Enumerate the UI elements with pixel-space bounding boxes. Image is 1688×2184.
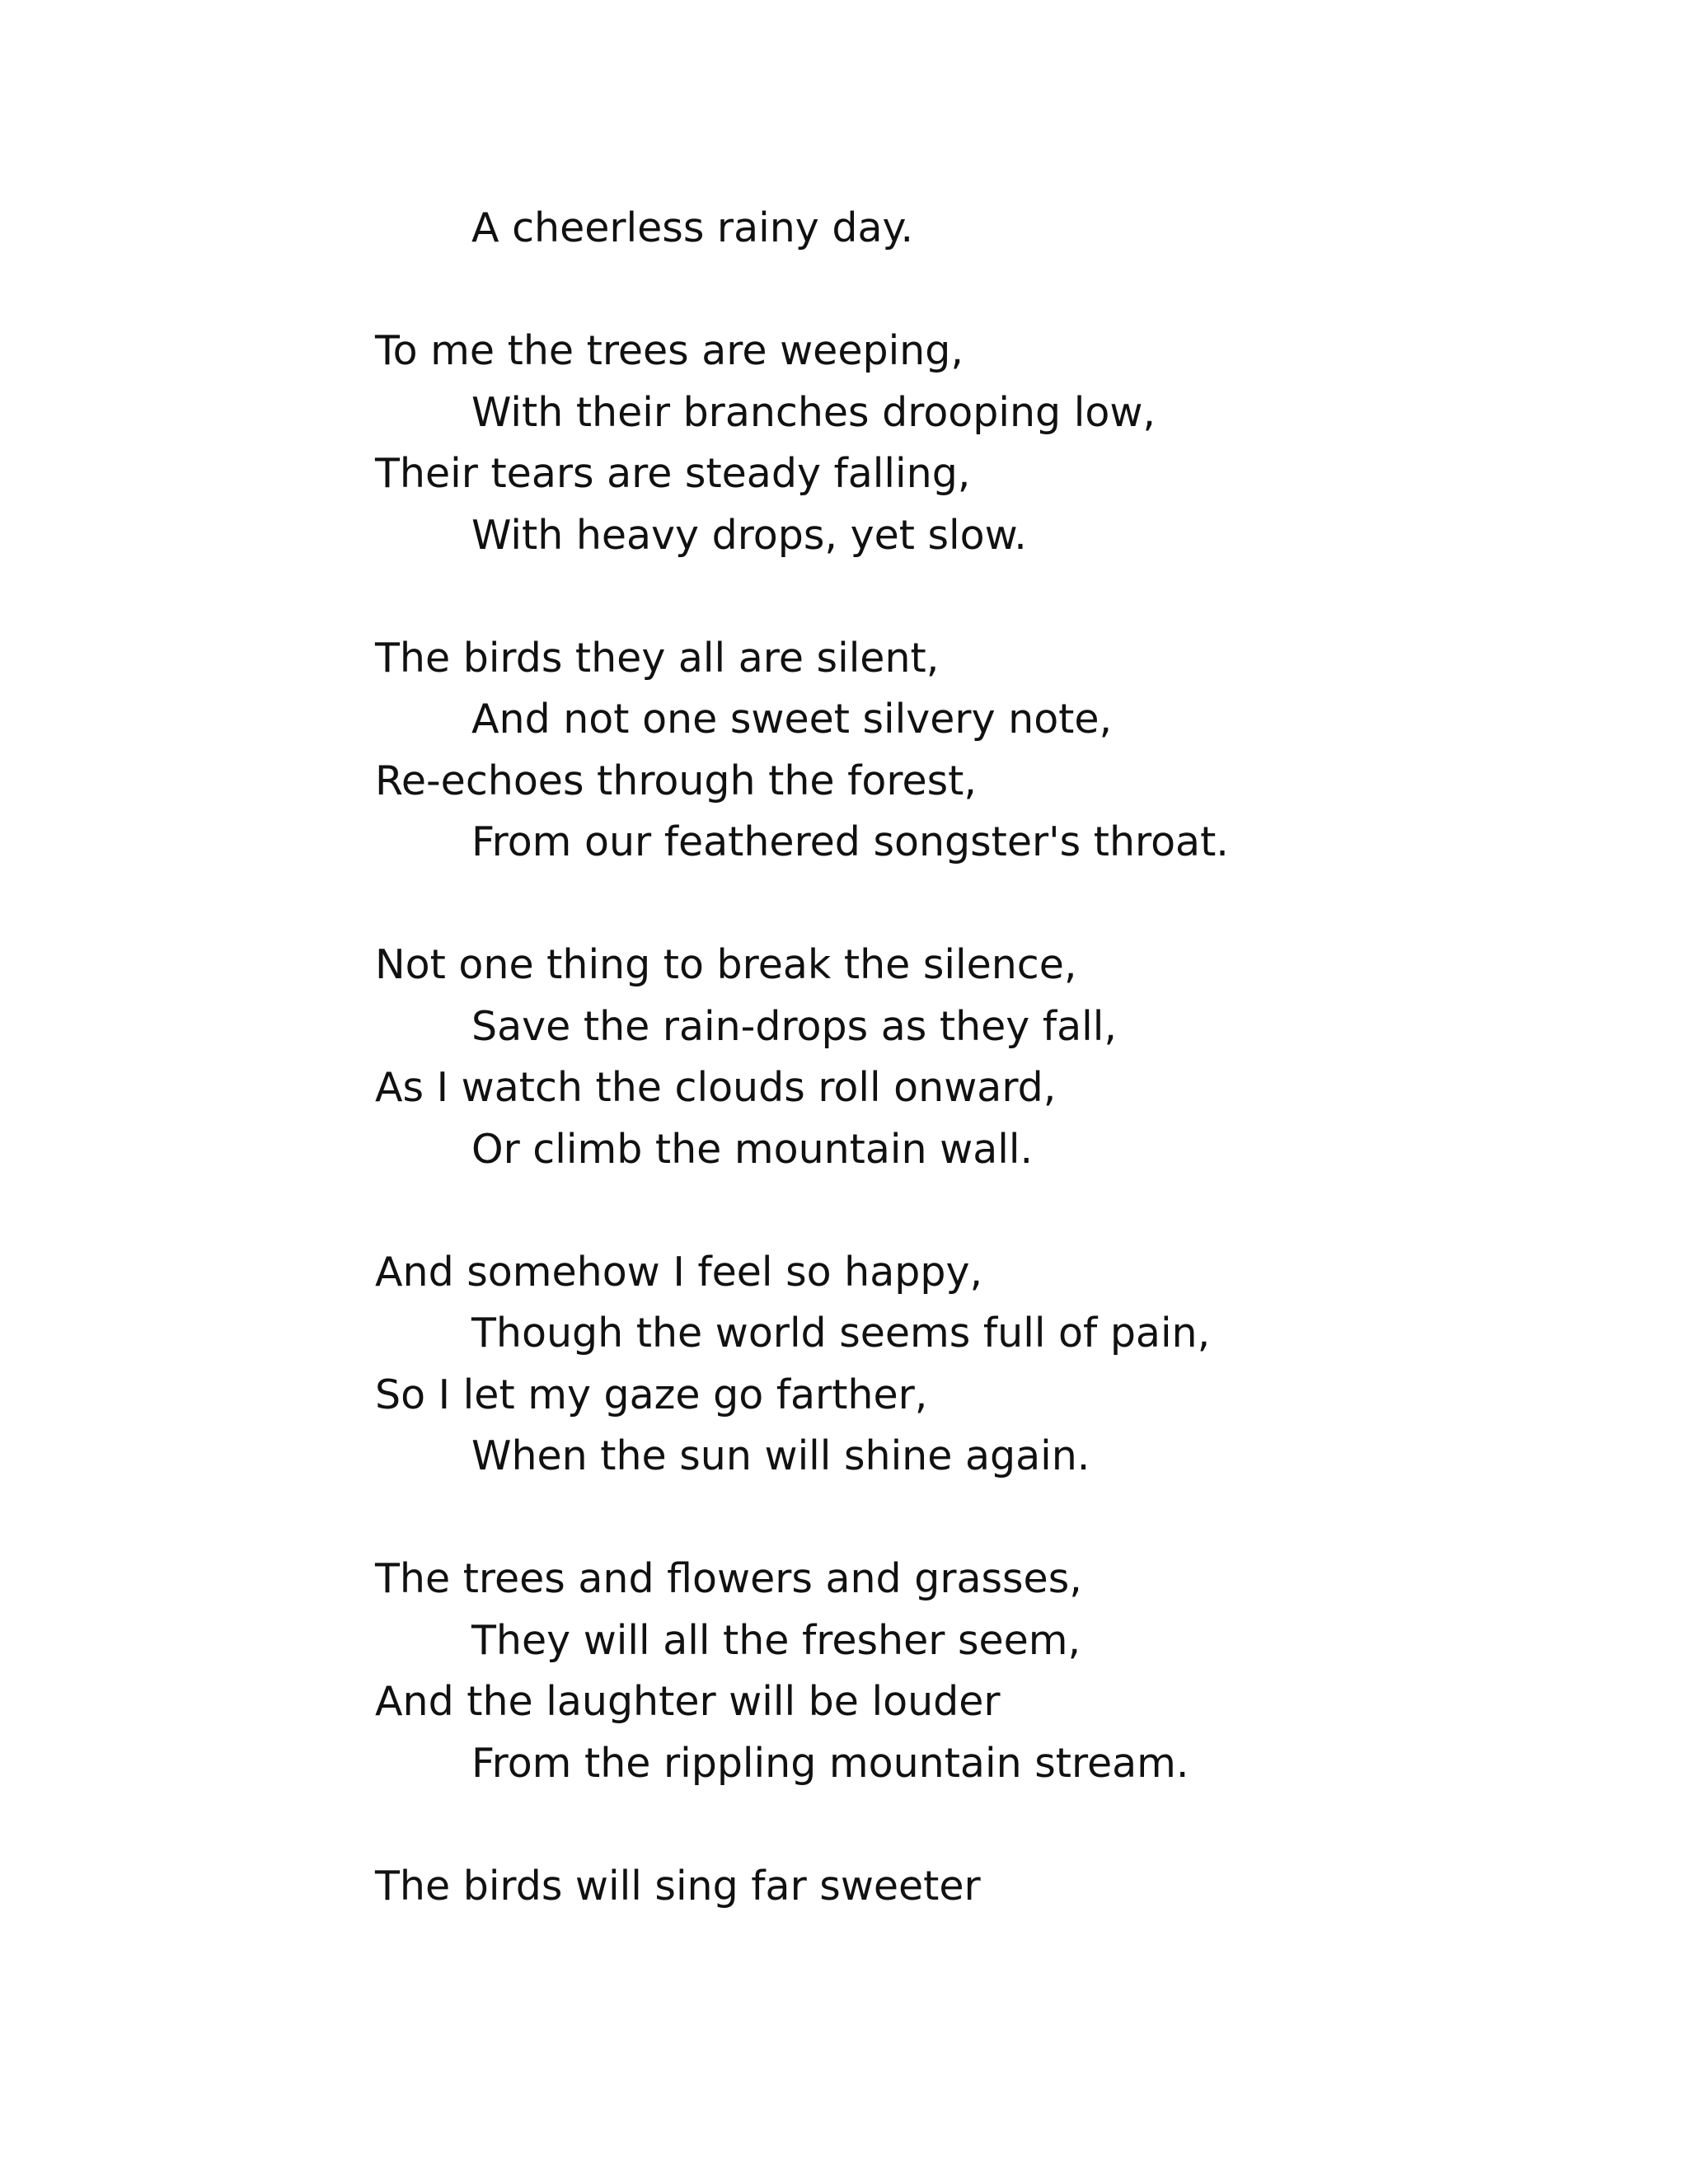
poem-line: Not one thing to break the silence, (375, 941, 1077, 988)
stanza-gap (375, 1180, 1529, 1242)
poem-line: To me the trees are weeping, (375, 327, 964, 374)
poem-line: And the laughter will be louder (375, 1678, 1001, 1725)
poem-line: Though the world seems full of pain, (471, 1310, 1211, 1357)
stanza-1 (375, 321, 1529, 566)
stanza-4 (375, 1242, 1529, 1488)
stanza-5 (375, 1549, 1529, 1794)
poem-line: As I watch the clouds roll onward, (375, 1064, 1057, 1111)
poem-line: And somehow I feel so happy, (375, 1248, 983, 1296)
stanza-2 (375, 628, 1529, 874)
poem-text (375, 198, 1529, 1917)
poem-line: From the rippling mountain stream. (471, 1739, 1189, 1787)
poem-line: Save the rain-drops as they fall, (471, 1002, 1117, 1050)
poem-line: The trees and flowers and grasses, (375, 1555, 1082, 1602)
poem-line: And not one sweet silvery note, (471, 696, 1113, 743)
stanza-container (375, 260, 1529, 1918)
stanza-3 (375, 935, 1529, 1180)
poem-line: The birds will sing far sweeter (375, 1862, 981, 1910)
stanza-gap (375, 1488, 1529, 1549)
poem-line: So I let my gaze go farther, (375, 1371, 928, 1418)
poem-line: From our feathered songster's throat. (471, 818, 1229, 865)
poem-line: Or climb the mountain wall. (471, 1125, 1034, 1173)
poem-line: They will all the fresher seem, (471, 1616, 1081, 1664)
stanza-gap (375, 260, 1529, 321)
poem-opening-line: A cheerless rainy day. (471, 204, 914, 251)
poem-line: With heavy drops, yet slow. (471, 511, 1027, 559)
poem-line: When the sun will shine again. (471, 1432, 1090, 1479)
poem-line: The birds they all are silent, (375, 634, 940, 682)
stanza-gap (375, 566, 1529, 628)
stanza-gap (375, 874, 1529, 935)
poem-line: With their branches drooping low, (471, 388, 1156, 436)
poem-line: Re-echoes through the forest, (375, 757, 977, 804)
stanza-6 (375, 1856, 1529, 1918)
stanza-gap (375, 1794, 1529, 1856)
poem-line: Their tears are steady falling, (375, 450, 971, 497)
